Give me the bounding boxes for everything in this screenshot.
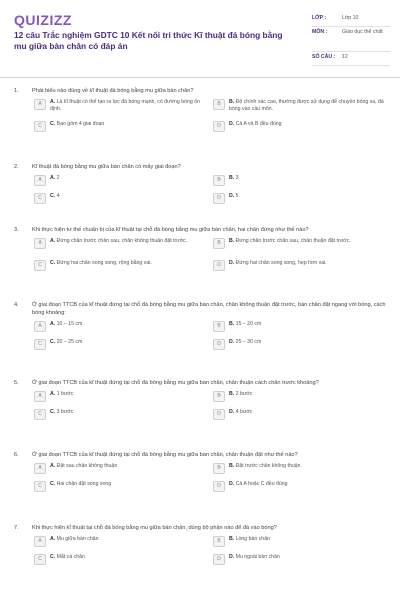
option-letter-badge: B <box>213 175 225 186</box>
option-text <box>50 554 85 561</box>
question-text: Ở giai đoạn TTCB của kĩ thuật đứng tại chỗ đá bóng bằng mu giữa bàn chân, chân thuận cách chân trước khoảng? <box>32 380 319 386</box>
option-key: B. <box>229 238 235 244</box>
option-b[interactable] <box>213 391 386 403</box>
option-key: A. <box>50 536 56 542</box>
option-key: A. <box>50 321 56 327</box>
option-d[interactable] <box>213 339 386 351</box>
option-letter-badge: A <box>34 99 46 110</box>
option-a[interactable] <box>34 99 207 115</box>
question-line <box>14 451 388 459</box>
question-number: 6. <box>14 452 19 458</box>
meta-subject-label: MÔN : <box>312 29 328 35</box>
question-number: 1. <box>14 88 19 94</box>
option-text <box>229 554 280 561</box>
option-d[interactable] <box>213 193 386 205</box>
question-text: Khi thực hiện kĩ thuật tại chỗ đá bóng bằng mu giữa bàn chân, dùng bộ phận nào để đá vào bóng? <box>32 525 277 531</box>
option-key: D. <box>229 260 235 266</box>
option-text <box>229 260 327 267</box>
option-d[interactable] <box>213 409 386 421</box>
option-key: C. <box>50 121 56 127</box>
option-letter-badge: A <box>34 463 46 474</box>
option-letter-badge: A <box>34 321 46 332</box>
option-letter-badge: C <box>34 554 46 565</box>
option-body: 2 bước <box>235 391 253 397</box>
option-text <box>50 175 60 182</box>
question-text: Phát biểu nào đúng về kĩ thuật đá bóng bằng mu giữa bàn chân? <box>32 88 194 94</box>
question-line <box>14 163 388 171</box>
option-key: D. <box>229 554 235 560</box>
option-key: A. <box>50 463 56 469</box>
option-d[interactable] <box>213 260 386 272</box>
option-key: B. <box>229 391 235 397</box>
option-text <box>50 409 73 416</box>
option-a[interactable] <box>34 175 207 187</box>
option-letter-badge: D <box>213 260 225 271</box>
option-b[interactable] <box>213 175 386 187</box>
option-body: Đứng chân trước chân sau, chân không thuận đặt trước. <box>56 238 188 244</box>
option-letter-badge: A <box>34 238 46 249</box>
option-key: D. <box>229 409 235 415</box>
option-b[interactable] <box>213 99 386 115</box>
option-text <box>229 481 288 488</box>
meta-grade-value: Lớp 10 <box>342 15 359 21</box>
question-text: Ở giai đoạn TTCB của kĩ thuật đứng tại chỗ đá bóng bằng mu giữa bàn chân, chân không thuận đặt trước, bàn chân đặt ngang với bóng, cách bóng khoảng: <box>32 302 386 316</box>
option-grid <box>34 321 388 351</box>
page-title: 12 câu Trắc nghiệm GDTC 10 Kết nối tri thức Kĩ thuật đá bóng bằng mu giữa bàn chân có đáp án <box>14 30 283 51</box>
meta-count-label: SỐ CÂU : <box>312 54 336 60</box>
question-line <box>14 524 388 532</box>
option-letter-badge: B <box>213 99 225 110</box>
option-key: C. <box>50 481 56 487</box>
option-body: 4 bước <box>235 409 253 415</box>
option-key: C. <box>50 260 56 266</box>
option-key: A. <box>50 175 56 181</box>
question-7 <box>14 524 388 566</box>
meta-subject-value: Giáo dục thể chất <box>342 29 383 35</box>
meta-count <box>312 52 390 66</box>
option-grid <box>34 391 388 421</box>
option-letter-badge: C <box>34 121 46 132</box>
meta-count-value: 12 <box>342 54 348 60</box>
option-text <box>50 238 187 245</box>
option-key: A. <box>50 99 56 105</box>
option-text <box>50 339 82 346</box>
option-text <box>50 193 60 200</box>
option-body: 3 bước <box>56 409 74 415</box>
option-body: 3 <box>235 175 239 181</box>
option-letter-badge: C <box>34 481 46 492</box>
question-1 <box>14 87 388 133</box>
option-letter-badge: C <box>34 193 46 204</box>
option-text <box>229 536 270 543</box>
option-key: B. <box>229 463 235 469</box>
option-text <box>229 99 386 113</box>
option-body: Cả A hoặc C đều đúng <box>235 481 288 487</box>
option-letter-badge: B <box>213 238 225 249</box>
option-grid <box>34 238 388 272</box>
option-a[interactable] <box>34 238 207 254</box>
option-a[interactable] <box>34 391 207 403</box>
option-body: Mu giữa bàn chân <box>56 536 99 542</box>
option-body: Hai chân đặt song song <box>56 481 112 487</box>
option-key: C. <box>50 193 56 199</box>
option-text <box>50 321 82 328</box>
option-text <box>50 391 73 398</box>
question-text: Khi thực hiện tư thế chuẩn bị của kĩ thuật tại chỗ đá bóng bằng mu giữa bàn chân, hai chân đứng như thế nào? <box>32 227 309 233</box>
option-text <box>50 481 111 488</box>
option-key: D. <box>229 481 235 487</box>
option-text <box>50 260 152 267</box>
question-number: 4. <box>14 302 19 308</box>
option-a[interactable] <box>34 536 207 548</box>
option-letter-badge: B <box>213 536 225 547</box>
question-line <box>14 226 388 234</box>
option-body: Đặt sau chân không thuận <box>56 463 118 469</box>
question-line <box>14 87 388 95</box>
option-body: Mắt cá chân <box>56 554 85 560</box>
question-line <box>14 301 388 317</box>
option-grid <box>34 463 388 493</box>
option-grid <box>34 99 388 133</box>
option-body: 4 <box>56 193 60 199</box>
option-b[interactable] <box>213 321 386 333</box>
option-body: 10 – 15 cm <box>56 321 83 327</box>
option-text <box>229 193 239 200</box>
option-key: B. <box>229 536 235 542</box>
option-key: A. <box>50 391 56 397</box>
option-body: Bao gồm 4 giai đoạn <box>56 121 105 127</box>
option-body: 5 <box>235 193 239 199</box>
option-letter-badge: B <box>213 321 225 332</box>
option-letter-badge: D <box>213 339 225 350</box>
option-key: D. <box>229 121 235 127</box>
quizizz-logo: QUIZIZZ <box>14 12 72 28</box>
option-c[interactable] <box>34 121 207 133</box>
option-key: B. <box>229 99 235 105</box>
option-c[interactable] <box>34 409 207 421</box>
option-key: B. <box>229 321 235 327</box>
option-key: B. <box>229 175 235 181</box>
option-body: Mu ngoài bàn chân <box>235 554 280 560</box>
option-key: D. <box>229 339 235 345</box>
option-body: 25 – 30 cm <box>235 339 262 345</box>
option-body: 2 <box>56 175 60 181</box>
option-text <box>229 238 351 245</box>
header-divider <box>0 77 400 78</box>
option-body: Là kĩ thuật có thể tạo ra lực đá bóng mạnh, có đường bóng ổn định. <box>50 99 200 112</box>
option-text <box>229 409 252 416</box>
meta-grade-label: LỚP : <box>312 15 327 21</box>
option-b[interactable] <box>213 238 386 254</box>
option-letter-badge: D <box>213 481 225 492</box>
option-body: Đặt trước chân không thuận <box>235 463 301 469</box>
meta-panel <box>312 13 390 66</box>
question-list <box>14 87 388 566</box>
option-text <box>229 121 282 128</box>
option-text <box>229 321 261 328</box>
option-body: Cả A và B đều đúng <box>235 121 282 127</box>
option-letter-badge: D <box>213 193 225 204</box>
question-6 <box>14 451 388 493</box>
option-body: Lòng bàn chân <box>235 536 270 542</box>
option-a[interactable] <box>34 321 207 333</box>
option-d[interactable] <box>213 554 386 566</box>
option-text <box>50 121 104 128</box>
option-letter-badge: D <box>213 121 225 132</box>
option-key: C. <box>50 339 56 345</box>
option-body: Đứng hai chân song song, hẹp hơn vai. <box>235 260 327 266</box>
option-text <box>50 99 207 113</box>
option-text <box>229 339 261 346</box>
meta-grade <box>312 13 390 27</box>
option-key: A. <box>50 238 56 244</box>
option-body: 1 bước <box>56 391 74 397</box>
question-number: 5. <box>14 380 19 386</box>
option-text <box>50 463 117 470</box>
question-number: 2. <box>14 164 19 170</box>
option-body: 15 – 20 cm <box>235 321 262 327</box>
option-c[interactable] <box>34 260 207 272</box>
option-letter-badge: C <box>34 260 46 271</box>
option-b[interactable] <box>213 536 386 548</box>
question-number: 7. <box>14 525 19 531</box>
option-body: Đứng hai chân song song, rộng bằng vai. <box>56 260 152 266</box>
option-letter-badge: A <box>34 536 46 547</box>
option-letter-badge: B <box>213 463 225 474</box>
option-text <box>229 391 252 398</box>
option-c[interactable] <box>34 193 207 205</box>
option-d[interactable] <box>213 481 386 493</box>
question-line <box>14 379 388 387</box>
option-letter-badge: A <box>34 391 46 402</box>
option-text <box>50 536 98 543</box>
option-letter-badge: B <box>213 391 225 402</box>
option-c[interactable] <box>34 554 207 566</box>
question-3 <box>14 226 388 272</box>
option-letter-badge: C <box>34 339 46 350</box>
option-body: Đứng chân trước chân sau, chân thuận đặt trước. <box>235 238 351 244</box>
option-body: 20 – 25 cm <box>56 339 83 345</box>
question-4 <box>14 301 388 351</box>
option-key: D. <box>229 193 235 199</box>
option-text <box>229 463 300 470</box>
option-letter-badge: D <box>213 554 225 565</box>
option-body: Độ chính xác cao, thường được sử dụng để chuyền bóng xa, đá bóng vào cầu môn. <box>229 99 384 112</box>
question-5 <box>14 379 388 421</box>
option-c[interactable] <box>34 481 207 493</box>
option-a[interactable] <box>34 463 207 475</box>
option-key: C. <box>50 554 56 560</box>
question-number: 3. <box>14 227 19 233</box>
option-grid <box>34 175 388 205</box>
option-b[interactable] <box>213 463 386 475</box>
option-letter-badge: A <box>34 175 46 186</box>
option-key: C. <box>50 409 56 415</box>
meta-subject <box>312 27 390 52</box>
option-c[interactable] <box>34 339 207 351</box>
question-text: Kĩ thuật đá bóng bằng mu giữa bàn chân có mấy giai đoạn? <box>32 164 181 170</box>
option-letter-badge: D <box>213 409 225 420</box>
option-grid <box>34 536 388 566</box>
question-2 <box>14 163 388 205</box>
option-d[interactable] <box>213 121 386 133</box>
option-letter-badge: C <box>34 409 46 420</box>
option-text <box>229 175 239 182</box>
question-text: Ở giai đoạn TTCB của kĩ thuật đứng tại chỗ đá bóng bằng mu giữa bàn chân, chân thuận đặt như thế nào? <box>32 452 298 458</box>
